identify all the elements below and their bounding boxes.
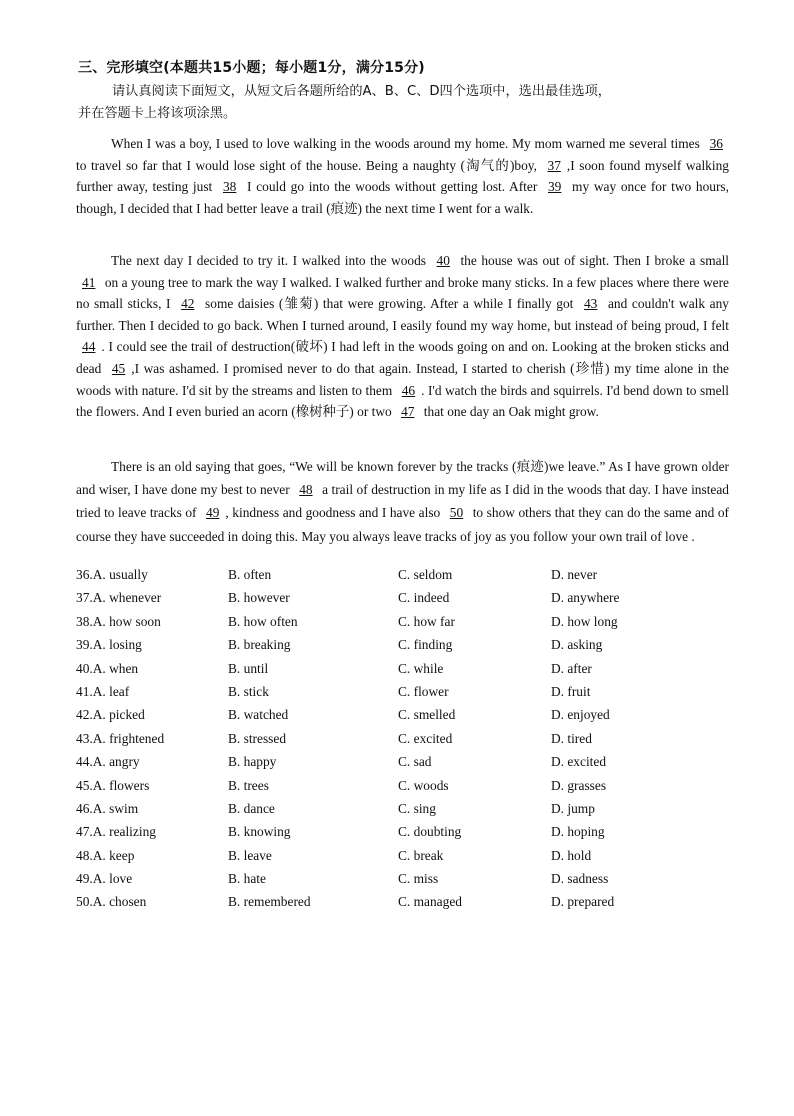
option-a [76, 614, 161, 630]
option-b: B. however [228, 590, 290, 606]
question-row [76, 684, 736, 707]
question-number: 36. [76, 567, 93, 582]
passage-paragraph-1 [76, 133, 729, 219]
option-c: C. break [398, 847, 444, 863]
option-a [76, 824, 156, 840]
option-b: B. breaking [228, 637, 291, 653]
question-row [76, 871, 736, 894]
passage-text: some daisies (雏菊) that were growing. After a while I finally got [200, 296, 578, 312]
passage-text: my way once for two hours, though, I decided that I had better leave a trail (痕迹) the next time I went for a walk. [76, 179, 729, 216]
option-b: B. until [228, 660, 269, 676]
question-number: 45. [76, 777, 93, 793]
question-row [76, 801, 736, 824]
option-d: D. jump [551, 800, 595, 816]
passage-text: I could go into the woods without getting lost. After [242, 179, 542, 195]
instructions-line-1: 请认真阅读下面短文，从短文后各题所给的A、B、C、D四个选项中，选出最佳选项， [112, 84, 611, 99]
option-a-text: A. how soon [92, 613, 161, 629]
option-d: D. excited [551, 754, 607, 770]
option-a-text: A. swim [92, 800, 139, 816]
option-c: C. woods [398, 777, 449, 793]
question-number: 50. [76, 894, 93, 910]
option-d: D. after [551, 660, 592, 676]
question-number: 37. [76, 590, 93, 606]
option-a-text: A. picked [92, 707, 145, 723]
passage-text: ,I was ashamed. I promised never to do that again. Instead, I started to cherish (珍惜) my time alone in the woods with nature. I'd sit by the streams and listen to them [76, 360, 729, 398]
option-a-text: A. realizing [92, 824, 156, 840]
option-b: B. how often [228, 613, 298, 629]
option-d: D. sadness [551, 871, 609, 887]
question-row [76, 707, 736, 730]
option-c: C. how far [398, 613, 455, 629]
option-b: B. hate [228, 871, 266, 887]
question-row [76, 754, 736, 777]
option-a-text: A. flowers [92, 777, 150, 793]
option-a-text: A. love [92, 871, 133, 887]
question-row [76, 894, 736, 917]
blank-44: 44 [82, 339, 96, 355]
option-a [76, 754, 140, 770]
question-number: 49. [76, 871, 93, 887]
option-a [76, 894, 146, 910]
option-d: D. prepared [551, 894, 615, 910]
option-b: B. stressed [228, 730, 287, 746]
option-a-text: A. usually [92, 567, 148, 582]
option-d: D. enjoyed [551, 707, 610, 723]
option-a-text: A. angry [92, 754, 140, 770]
option-d: D. grasses [551, 777, 607, 793]
blank-41: 41 [82, 274, 96, 290]
option-c: C. miss [398, 871, 439, 887]
option-c: C. sad [398, 754, 432, 770]
option-a [76, 707, 145, 723]
option-a [76, 661, 138, 677]
question-row [76, 614, 736, 637]
option-a [76, 684, 129, 700]
answer-options [76, 567, 736, 918]
option-a-text: A. when [92, 660, 139, 676]
option-b: B. watched [228, 707, 289, 723]
option-c: C. doubting [398, 824, 462, 840]
option-d: D. asking [551, 637, 603, 653]
option-c: C. finding [398, 637, 453, 653]
blank-37: 37 [547, 157, 561, 173]
passage-text: The next day I decided to try it. I walked into the woods [111, 253, 431, 268]
option-c: C. flower [398, 683, 449, 699]
question-row [76, 778, 736, 801]
option-a-text: A. chosen [92, 894, 147, 910]
option-a-text: A. leaf [92, 683, 130, 699]
option-a [76, 801, 138, 817]
option-a [76, 848, 134, 864]
option-a [76, 871, 132, 887]
blank-46: 46 [401, 382, 416, 398]
option-c: C. indeed [398, 590, 450, 606]
option-a-text: A. whenever [92, 590, 162, 606]
option-c: C. sing [398, 800, 436, 816]
passage-text: There is an old saying that goes, “We will be known forever by the tracks (痕迹)we leave.” As I have grown older and wiser, I have done my best to never [76, 459, 729, 498]
question-number: 39. [76, 637, 93, 653]
question-number: 43. [76, 730, 93, 746]
question-number: 47. [76, 824, 93, 840]
blank-40: 40 [436, 253, 450, 268]
passage-text: to travel so far that I would lose sight of the house. Being a naughty (淘气的)boy, [76, 157, 542, 173]
passage-text: and couldn't walk any further. Then I decided to go back. When I turned around, I easily found my way home, but instead of being proud, I felt [76, 296, 729, 333]
blank-38: 38 [222, 179, 237, 195]
passage-paragraph-3 [76, 455, 729, 548]
option-b: B. remembered [228, 894, 311, 910]
passage-text: that one day an Oak might grow. [420, 404, 599, 420]
passage-text: . I'd watch the birds and squirrels. I'd bend down to smell the flowers. And I even buried an acorn (橡树种子) or two [76, 382, 729, 420]
instructions-line-2: 并在答题卡上将该项涂黑。 [78, 106, 237, 121]
blank-47: 47 [401, 404, 415, 420]
option-a-text: A. keep [92, 847, 135, 863]
passage-text: When I was a boy, I used to love walking in the woods around my home. My mom warned me several times [111, 136, 704, 151]
option-b: B. stick [228, 683, 269, 699]
passage-text: ,I soon found myself walking further away, testing just [76, 157, 729, 195]
passage-text: , kindness and goodness and I have also [225, 505, 444, 521]
question-number: 46. [76, 800, 93, 816]
blank-36: 36 [709, 136, 723, 151]
option-d: D. how long [551, 613, 618, 629]
option-b: B. dance [228, 800, 275, 816]
option-b: B. trees [228, 777, 269, 793]
blank-39: 39 [547, 179, 562, 195]
option-b: B. knowing [228, 824, 291, 840]
option-c: C. seldom [398, 567, 453, 582]
passage-text: to show others that they can do the same and of course they have succeeded in doing this. May you always leave tracks of joy as you follow your own trail of love . [76, 505, 729, 544]
option-a [76, 567, 148, 583]
question-row [76, 731, 736, 754]
blank-50: 50 [449, 505, 464, 521]
question-number: 40. [76, 660, 93, 676]
question-number: 42. [76, 707, 93, 723]
question-row [76, 567, 736, 590]
option-a [76, 731, 164, 747]
blank-49: 49 [206, 505, 220, 521]
question-number: 38. [76, 613, 93, 629]
blank-48: 48 [299, 482, 313, 498]
option-d: D. tired [551, 730, 592, 746]
question-row [76, 824, 736, 847]
option-b: B. happy [228, 754, 277, 770]
section-title: 三、完形填空(本题共15小题；每小题1分，满分15分) [78, 60, 425, 76]
option-d: D. never [551, 567, 598, 582]
passage-text: on a young tree to mark the way I walked. I walked further and broke many sticks. In a few places where there were no small sticks, I [76, 274, 729, 312]
question-number: 44. [76, 754, 93, 770]
question-row [76, 637, 736, 660]
passage-text: the house was out of sight. Then I broke a small [455, 253, 730, 268]
option-a [76, 637, 142, 653]
question-row [76, 661, 736, 684]
passage-text: a trail of destruction in my life as I did in the woods that day. I have instead tried to leave tracks of [76, 482, 729, 521]
option-c: C. managed [398, 894, 462, 910]
option-a [76, 778, 149, 794]
option-c: C. while [398, 660, 444, 676]
question-number: 48. [76, 847, 93, 863]
option-c: C. smelled [398, 707, 456, 723]
blank-43: 43 [583, 296, 598, 312]
question-number: 41. [76, 683, 93, 699]
passage-paragraph-2 [76, 250, 729, 423]
option-d: D. hold [551, 847, 592, 863]
option-d: D. fruit [551, 683, 591, 699]
blank-42: 42 [181, 296, 195, 312]
option-b: B. leave [228, 847, 272, 863]
passage-text: . I could see the trail of destruction(破坏) I had left in the woods going on and on. Looking at the broken sticks and dead [76, 339, 729, 376]
question-row [76, 848, 736, 871]
blank-45: 45 [111, 360, 126, 376]
option-a [76, 590, 161, 606]
question-row [76, 590, 736, 613]
option-a-text: A. frightened [92, 730, 165, 746]
option-d: D. anywhere [551, 590, 620, 606]
option-b: B. often [228, 567, 272, 582]
option-d: D. hoping [551, 824, 605, 840]
option-c: C. excited [398, 730, 453, 746]
option-a-text: A. losing [92, 637, 142, 653]
